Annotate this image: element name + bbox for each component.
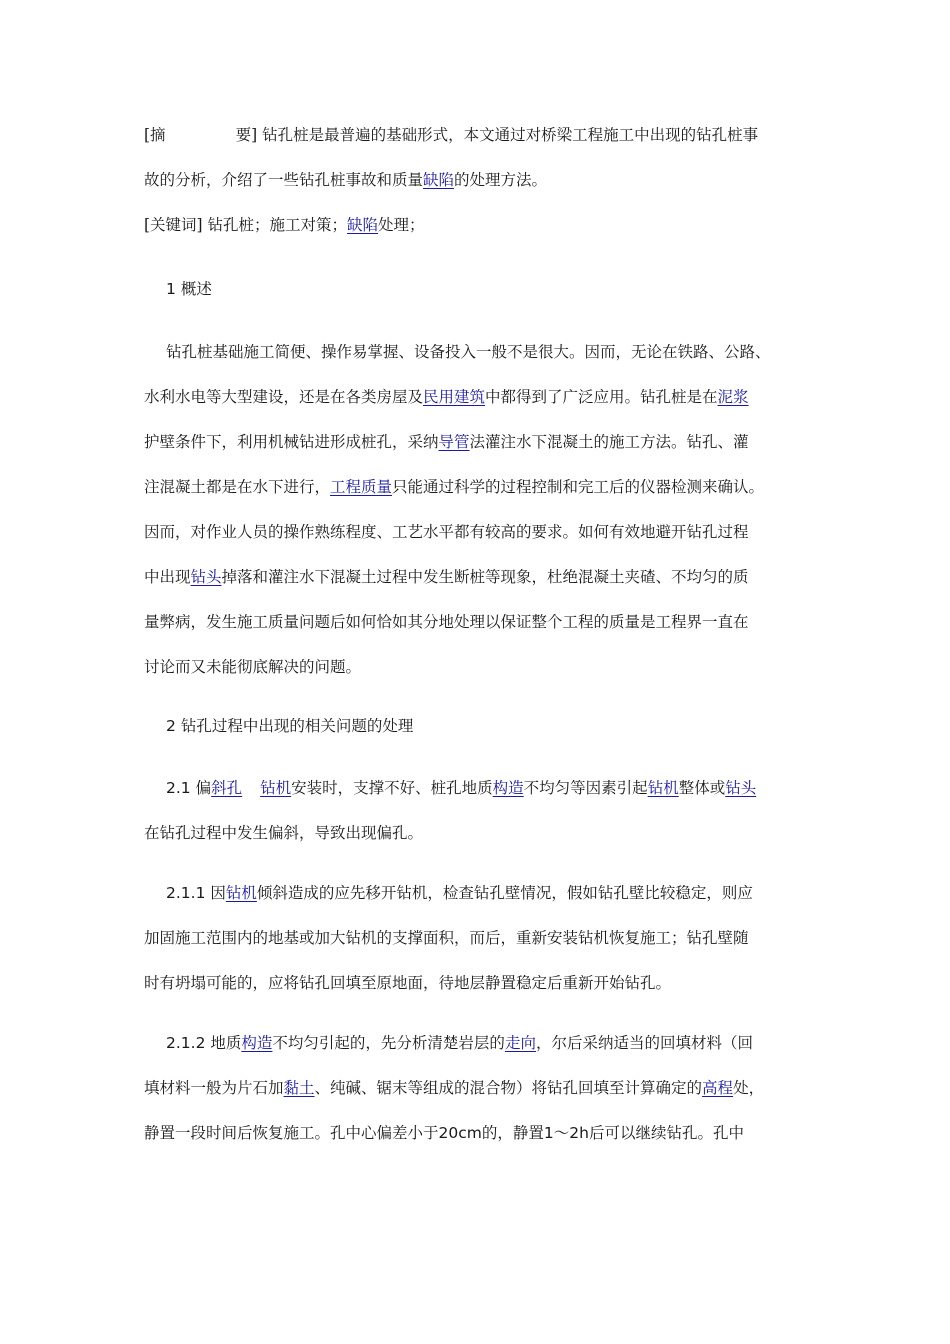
p212-value-20cm: 20cm xyxy=(438,1124,482,1142)
p1-line-2 xyxy=(144,375,824,420)
p21-text-a: 偏 xyxy=(195,779,212,797)
p1-text-7: 量弊病，发生施工质量问题后如何恰如其分地处理以保证整个工程的质量是工程界一直在 xyxy=(144,613,749,631)
keywords-tail: 处理； xyxy=(378,216,425,234)
p1-line-4 xyxy=(144,465,824,510)
link-structure-2[interactable]: 构造 xyxy=(241,1034,273,1052)
abstract-line-1 xyxy=(144,113,824,158)
p211-line-2 xyxy=(144,916,824,961)
p1-text-3a: 护壁条件下，利用机械钻进形成桩孔，采纳 xyxy=(144,433,439,451)
overview-paragraph xyxy=(144,330,824,690)
p212-text-3b: 的，静置 xyxy=(481,1124,544,1142)
section-heading-1 xyxy=(166,278,212,300)
p21-text-c: 不均匀等因素引起 xyxy=(523,779,648,797)
p1-text-6b: 掉落和灌注水下混凝土过程中发生断桩等现象，杜绝混凝土夹碴、不均匀的质 xyxy=(221,568,749,586)
section-heading-2 xyxy=(166,715,413,737)
p211-line-1 xyxy=(144,871,824,916)
link-clay[interactable]: 黏土 xyxy=(283,1079,315,1097)
p212-line-2 xyxy=(144,1066,824,1111)
heading-1-number: 1 xyxy=(166,280,176,298)
p1-text-1: 钻孔桩基础施工简便、操作易掌握、设备投入一般不是很大。因而，无论在铁路、公路、 xyxy=(166,343,771,361)
p211-text-2: 加固施工范围内的地基或加大钻机的支撑面积，而后，重新安装钻机恢复施工；钻孔壁随 xyxy=(144,929,749,947)
p1-text-4a: 注混凝土都是在水下进行， xyxy=(144,478,331,496)
p1-text-5: 因而，对作业人员的操作熟练程度、工艺水平都有较高的要求。如何有效地避开钻孔过程 xyxy=(144,523,749,541)
p1-line-7 xyxy=(144,600,824,645)
p1-text-6a: 中出现 xyxy=(144,568,191,586)
p1-text-2a: 水利水电等大型建设，还是在各类房屋及 xyxy=(144,388,424,406)
link-defect[interactable]: 缺陷 xyxy=(423,171,455,189)
p1-line-3 xyxy=(144,420,824,465)
link-civil-building[interactable]: 民用建筑 xyxy=(423,388,486,406)
keywords-paragraph xyxy=(144,203,824,248)
p1-line-1 xyxy=(144,330,824,375)
keywords-label: [关键词] 钻孔桩；施工对策； xyxy=(144,216,348,234)
section-2-1-2-paragraph xyxy=(144,1021,824,1156)
section-2-1-paragraph xyxy=(144,766,824,856)
link-mud[interactable]: 泥浆 xyxy=(717,388,749,406)
p211-text-b: 倾斜造成的应先移开钻机，检查钻孔壁情况，假如钻孔壁比较稳定，则应 xyxy=(256,884,753,902)
p21-number: 2.1 xyxy=(166,779,191,797)
p212-value-1-2h: 1～2h xyxy=(543,1124,589,1142)
link-drill-rig-2[interactable]: 钻机 xyxy=(647,779,679,797)
p21-text-d: 整体或 xyxy=(678,779,726,797)
p211-line-3 xyxy=(144,961,824,1006)
abstract-paragraph xyxy=(144,113,824,203)
p1-line-5 xyxy=(144,510,824,555)
p211-text-3: 时有坍塌可能的，应将钻孔回填至原地面，待地层静置稳定后重新开始钻孔。 xyxy=(144,974,672,992)
p212-text-3a: 静置一段时间后恢复施工。孔中心偏差小于 xyxy=(144,1124,439,1142)
link-engineering-quality[interactable]: 工程质量 xyxy=(330,478,393,496)
p212-line-3 xyxy=(144,1111,824,1156)
p21-line-1 xyxy=(144,766,824,811)
p1-line-6 xyxy=(144,555,824,600)
p21-text-b: 安装时，支撑不好、桩孔地质 xyxy=(291,779,493,797)
p1-text-8: 讨论而又未能彻底解决的问题。 xyxy=(144,658,362,676)
p212-text-b: 不均匀引起的，先分析清楚岩层的 xyxy=(272,1034,505,1052)
link-drill-bit[interactable]: 钻头 xyxy=(190,568,222,586)
abstract-line-2 xyxy=(144,158,824,203)
p1-text-4b: 只能通过科学的过程控制和完工后的仪器检测来确认。 xyxy=(392,478,765,496)
link-strike[interactable]: 走向 xyxy=(504,1034,536,1052)
section-2-1-1-paragraph xyxy=(144,871,824,1006)
link-structure[interactable]: 构造 xyxy=(492,779,524,797)
p212-text-a: 地质 xyxy=(210,1034,242,1052)
p212-number: 2.1.2 xyxy=(166,1034,206,1052)
p1-text-2b: 中都得到了广泛应用。钻孔桩是在 xyxy=(485,388,718,406)
link-inclined-hole[interactable]: 斜孔 xyxy=(211,779,243,797)
p21-text-2: 在钻孔过程中发生偏斜，导致出现偏孔。 xyxy=(144,824,424,842)
p1-line-8 xyxy=(144,645,824,690)
abstract-label-open: [摘 xyxy=(144,126,166,144)
heading-2-text: 钻孔过程中出现的相关问题的处理 xyxy=(180,717,414,735)
heading-1-text: 概述 xyxy=(180,280,212,298)
p212-text-2c: 处， xyxy=(733,1079,765,1097)
p212-text-c: ，尔后采纳适当的回填材料（回 xyxy=(535,1034,753,1052)
p211-number: 2.1.1 xyxy=(166,884,206,902)
p211-text-a: 因 xyxy=(210,884,226,902)
link-drill-rig[interactable]: 钻机 xyxy=(260,779,292,797)
abstract-label-close: 要] xyxy=(235,126,258,144)
abstract-text-2a: 故的分析，介绍了一些钻孔桩事故和质量 xyxy=(144,171,424,189)
abstract-text: 钻孔桩是最普遍的基础形式，本文通过对桥梁工程施工中出现的钻孔桩事 xyxy=(262,126,759,144)
p212-text-2a: 填材料一般为片石加 xyxy=(144,1079,284,1097)
link-conduit[interactable]: 导管 xyxy=(438,433,470,451)
p212-text-3c: 后可以继续钻孔。孔中 xyxy=(588,1124,744,1142)
link-defect-keyword[interactable]: 缺陷 xyxy=(347,216,379,234)
p212-line-1 xyxy=(144,1021,824,1066)
p1-text-3b: 法灌注水下混凝土的施工方法。钻孔、灌 xyxy=(469,433,749,451)
link-drill-rig-3[interactable]: 钻机 xyxy=(225,884,257,902)
p21-line-2 xyxy=(144,811,824,856)
abstract-text-2b: 的处理方法。 xyxy=(454,171,548,189)
link-elevation[interactable]: 高程 xyxy=(702,1079,734,1097)
p212-text-2b: 、纯碱、锯末等组成的混合物）将钻孔回填至计算确定的 xyxy=(314,1079,703,1097)
link-drill-bit-2[interactable]: 钻头 xyxy=(725,779,757,797)
heading-2-number: 2 xyxy=(166,717,176,735)
